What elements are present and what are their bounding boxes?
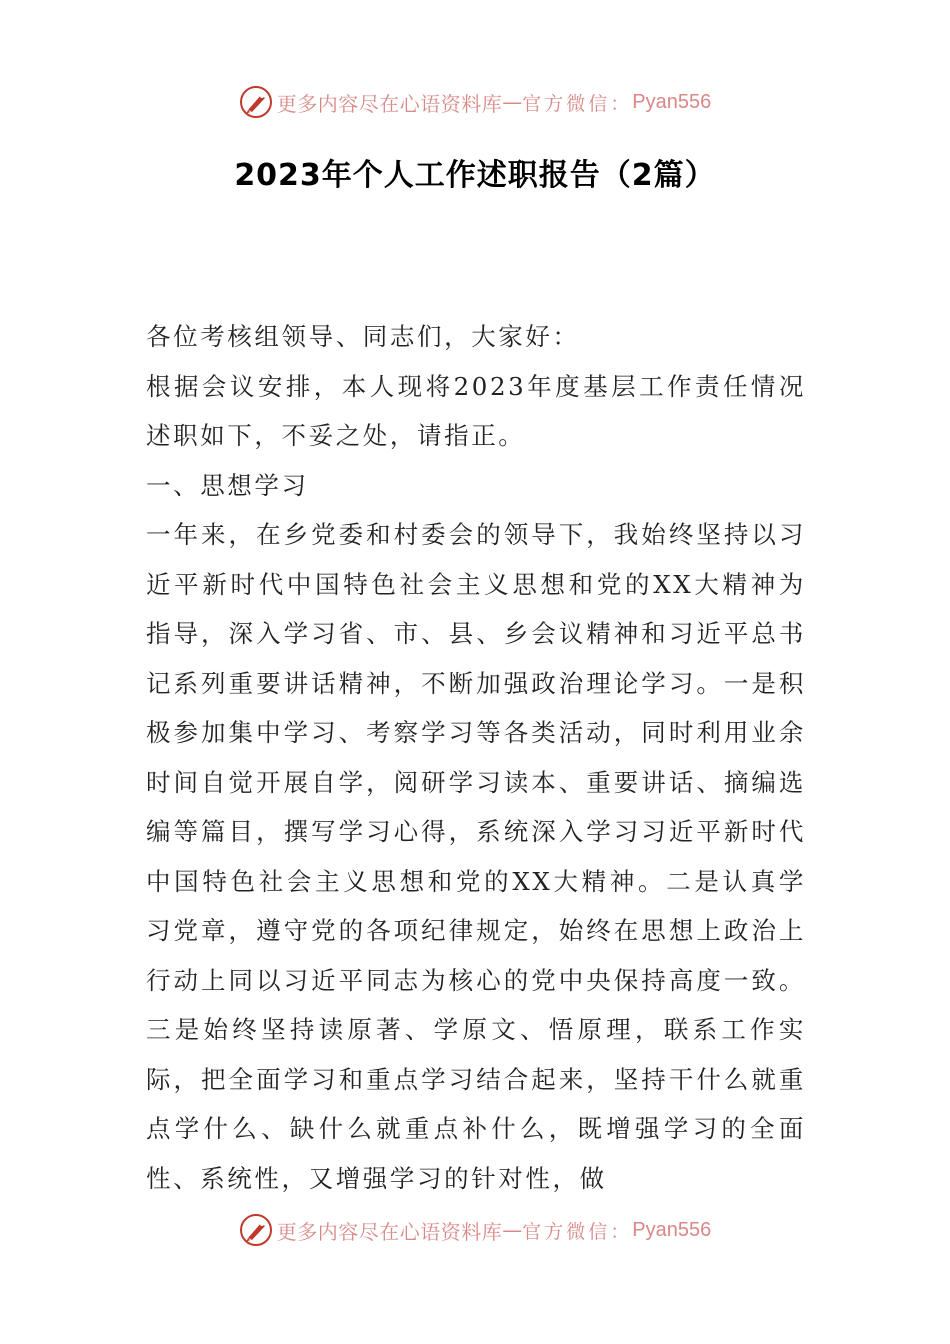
banner-text: 更多内容尽在心语资料库 — [276, 91, 503, 116]
pen-nib-logo-icon — [239, 85, 273, 119]
banner-text: 更多内容尽在心语资料库 — [276, 1219, 503, 1244]
wechat-id: Pyan556 — [632, 1218, 712, 1241]
header-banner — [0, 82, 950, 122]
wechat-id: Pyan556 — [632, 90, 712, 113]
footer-banner — [0, 1210, 950, 1250]
section-heading: 一、思想学习 — [146, 470, 309, 500]
pen-nib-logo-icon — [239, 1213, 273, 1247]
banner-dash: — — [502, 1218, 523, 1242]
wechat-label: 官方微信： — [522, 1220, 633, 1243]
body-paragraph: 一年来，在乡党委和村委会的领导下，我始终坚持以习近平新时代中国特色社会主义思想和党的XX大精神为指导，深入学习省、市、县、乡会议精神和习近平总书记系列重要讲话精神，不断加强政治理论学习。一是积极参加集中学习、考察学习等各类活动，同时利用业余时间自觉开展自学，阅研学习读本、重要讲话、摘编选编等篇目，撰写学习心得，系统深入学习习近平新时代中国特色社会主义思想和党的XX大精神。二是认真学习党章，遵守党的各项纪律规定，始终在思想上政治上行动上同以习近平同志为核心的党中央保持高度一致。三是始终坚持读原著、学原文、悟原理，联系工作实际，把全面学习和重点学习结合起来，坚持干什么就重点学什么、缺什么就重点补什么，既增强学习的全面性、系统性，又增强学习的针对性，做 — [146, 520, 806, 1193]
document-title: 2023年个人工作述职报告（2篇） — [234, 158, 716, 193]
banner-dash: — — [502, 90, 523, 114]
intro-paragraph: 根据会议安排，本人现将2023年度基层工作责任情况述职如下，不妥之处，请指正。 — [146, 371, 806, 450]
salutation: 各位考核组领导、同志们，大家好： — [146, 322, 580, 351]
wechat-label: 官方微信： — [522, 92, 633, 115]
document-body — [146, 312, 806, 1203]
